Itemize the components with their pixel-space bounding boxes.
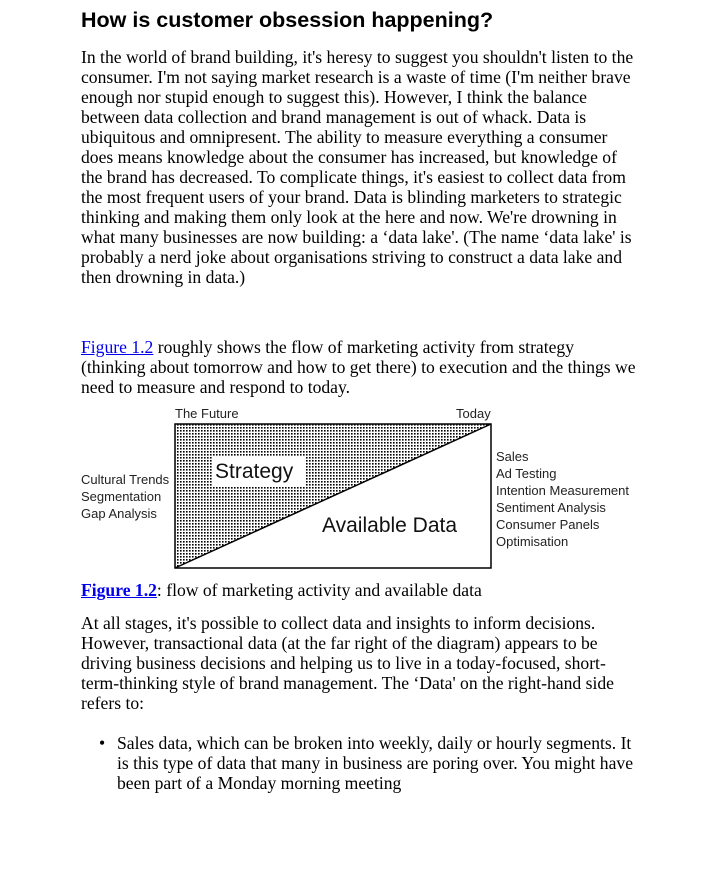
figure-caption xyxy=(81,580,641,600)
strategy-activities-list xyxy=(81,471,169,522)
caption-text: : flow of marketing activity and available data xyxy=(156,580,482,600)
figure-link[interactable]: Figure 1.2 xyxy=(81,337,154,357)
future-label: The Future xyxy=(175,406,239,421)
data-activity: Intention Measurement xyxy=(496,483,629,498)
data-activity: Optimisation xyxy=(496,534,569,549)
list-item-text: Sales data, which can be broken into weekly, daily or hourly segments. It is this type of data that many in business are poring over. You might have been part of a Monday morning meeting xyxy=(117,733,634,793)
strategy-activity: Gap Analysis xyxy=(81,506,157,521)
caption-figure-link[interactable]: Figure 1.2 xyxy=(81,580,157,600)
paragraph-intro: In the world of brand building, it's heresy to suggest you shouldn't listen to the consumer. I'm not saying market research is a waste of time (I'm neither brave enough nor stupid enough to suggest this). However, I think the balance between data collection and brand management is out of whack. Data is ubiquitous and omnipresent. The ability to measure everything a consumer does means knowledge about the consumer has increased, but knowledge of the brand has decreased. To complicate things, it's easiest to collect data from the most frequent users of your brand. Data is blinding marketers to strategic thinking and making them only look at the here and now. We're drowning in what many businesses are now building: a ‘data lake'. (The name ‘data lake' is probably a nerd joke about organisations striving to construct a data lake and then drowning in data.) xyxy=(81,47,634,287)
paragraph-data-explanation: At all stages, it's possible to collect data and insights to inform decisions. However, transactional data (at the far right of the diagram) appears to be driving business decisions and helping us to live in a today-focused, short-term-thinking style of brand management. The ‘Data' on the right-hand side refers to: xyxy=(81,613,614,713)
section-heading: How is customer obsession happening? xyxy=(81,8,494,32)
strategy-activity: Segmentation xyxy=(81,489,162,504)
paragraph-figure-reference-text: roughly shows the flow of marketing activity from strategy (thinking about tomorrow and how to get there) to execution and the things we need to measure and respond to today. xyxy=(81,337,636,397)
strategy-label: Strategy xyxy=(215,460,294,483)
available-data-label: Available Data xyxy=(322,514,458,537)
paragraph-figure-reference xyxy=(81,337,641,397)
bullet-icon: • xyxy=(99,733,106,753)
data-activities-list xyxy=(496,448,629,550)
today-label: Today xyxy=(456,406,491,421)
data-activity: Sales xyxy=(496,449,529,464)
data-types-list xyxy=(81,733,641,793)
strategy-activity: Cultural Trends xyxy=(81,472,170,487)
list-item xyxy=(81,733,641,793)
data-activity: Ad Testing xyxy=(496,466,557,481)
figure-1-2 xyxy=(81,403,641,575)
data-activity: Consumer Panels xyxy=(496,517,600,532)
data-activity: Sentiment Analysis xyxy=(496,500,606,515)
